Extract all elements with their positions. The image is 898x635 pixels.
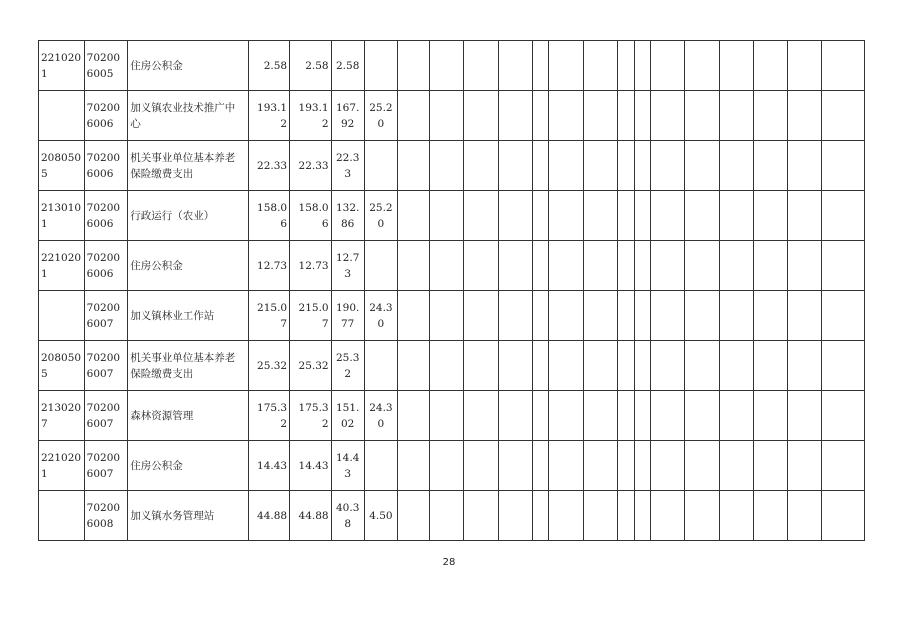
- empty-cell: [532, 341, 549, 391]
- empty-cell: [532, 191, 549, 241]
- empty-cell: [719, 491, 753, 541]
- total-amount-cell: 44.88: [248, 491, 290, 541]
- function-code-cell: 2080505: [39, 141, 85, 191]
- table-row: [39, 41, 865, 91]
- empty-cell: [464, 441, 498, 491]
- function-code-cell: 2210201: [39, 241, 85, 291]
- subtotal-amount-cell: 2.58: [290, 41, 332, 91]
- empty-cell: [685, 441, 719, 491]
- function-code-cell: 2130207: [39, 391, 85, 441]
- basic-expenditure-cell: 14.43: [331, 441, 364, 491]
- empty-cell: [430, 491, 464, 541]
- table-row: [39, 191, 865, 241]
- page-number: 28: [442, 557, 456, 568]
- empty-cell: [753, 341, 787, 391]
- empty-cell: [788, 191, 822, 241]
- table-row: [39, 241, 865, 291]
- empty-cell: [549, 91, 583, 141]
- empty-cell: [532, 91, 549, 141]
- unit-code-cell: 702006006: [84, 191, 128, 241]
- empty-cell: [753, 391, 787, 441]
- empty-cell: [617, 441, 634, 491]
- empty-cell: [464, 391, 498, 441]
- empty-cell: [822, 141, 865, 191]
- item-name-cell: 行政运行（农业）: [128, 191, 248, 241]
- unit-code-cell: 702006007: [84, 391, 128, 441]
- empty-cell: [651, 91, 685, 141]
- subtotal-amount-cell: 215.07: [290, 291, 332, 341]
- empty-cell: [583, 241, 617, 291]
- empty-cell: [398, 191, 430, 241]
- empty-cell: [532, 241, 549, 291]
- empty-cell: [398, 491, 430, 541]
- empty-cell: [532, 391, 549, 441]
- empty-cell: [788, 441, 822, 491]
- empty-cell: [719, 141, 753, 191]
- empty-cell: [549, 241, 583, 291]
- empty-cell: [464, 41, 498, 91]
- empty-cell: [753, 191, 787, 241]
- empty-cell: [583, 91, 617, 141]
- empty-cell: [398, 341, 430, 391]
- total-amount-cell: 215.07: [248, 291, 290, 341]
- basic-expenditure-cell: 190.77: [331, 291, 364, 341]
- empty-cell: [822, 291, 865, 341]
- total-amount-cell: 12.73: [248, 241, 290, 291]
- empty-cell: [634, 291, 651, 341]
- unit-code-cell: 702006006: [84, 141, 128, 191]
- empty-cell: [549, 141, 583, 191]
- empty-cell: [430, 291, 464, 341]
- subtotal-amount-cell: 193.12: [290, 91, 332, 141]
- empty-cell: [583, 491, 617, 541]
- unit-code-cell: 702006006: [84, 91, 128, 141]
- empty-cell: [430, 41, 464, 91]
- empty-cell: [617, 241, 634, 291]
- total-amount-cell: 193.12: [248, 91, 290, 141]
- empty-cell: [634, 441, 651, 491]
- empty-cell: [788, 241, 822, 291]
- empty-cell: [719, 441, 753, 491]
- empty-cell: [398, 41, 430, 91]
- empty-cell: [788, 341, 822, 391]
- empty-cell: [634, 241, 651, 291]
- function-code-cell: [39, 291, 85, 341]
- empty-cell: [651, 41, 685, 91]
- function-code-cell: 2130101: [39, 191, 85, 241]
- empty-cell: [549, 491, 583, 541]
- empty-cell: [634, 41, 651, 91]
- empty-cell: [549, 341, 583, 391]
- empty-cell: [498, 41, 532, 91]
- item-name-cell: 加义镇林业工作站: [128, 291, 248, 341]
- empty-cell: [498, 241, 532, 291]
- basic-expenditure-cell: 40.38: [331, 491, 364, 541]
- subtotal-amount-cell: 22.33: [290, 141, 332, 191]
- basic-expenditure-cell: 167.92: [331, 91, 364, 141]
- item-name-cell: 加义镇农业技术推广中心: [128, 91, 248, 141]
- empty-cell: [753, 491, 787, 541]
- empty-cell: [788, 291, 822, 341]
- unit-code-cell: 702006007: [84, 441, 128, 491]
- item-name-cell: 加义镇水务管理站: [128, 491, 248, 541]
- total-amount-cell: 22.33: [248, 141, 290, 191]
- empty-cell: [532, 291, 549, 341]
- empty-cell: [651, 191, 685, 241]
- empty-cell: [498, 141, 532, 191]
- empty-cell: [822, 241, 865, 291]
- empty-cell: [464, 341, 498, 391]
- empty-cell: [430, 91, 464, 141]
- project-expenditure-cell: [364, 441, 397, 491]
- empty-cell: [549, 391, 583, 441]
- empty-cell: [617, 91, 634, 141]
- empty-cell: [651, 291, 685, 341]
- empty-cell: [788, 91, 822, 141]
- empty-cell: [634, 141, 651, 191]
- empty-cell: [549, 291, 583, 341]
- unit-code-cell: 702006005: [84, 41, 128, 91]
- empty-cell: [498, 291, 532, 341]
- table-row: [39, 291, 865, 341]
- basic-expenditure-cell: 132.86: [331, 191, 364, 241]
- empty-cell: [719, 241, 753, 291]
- empty-cell: [753, 41, 787, 91]
- empty-cell: [822, 441, 865, 491]
- empty-cell: [398, 441, 430, 491]
- table-row: [39, 91, 865, 141]
- empty-cell: [617, 141, 634, 191]
- empty-cell: [822, 341, 865, 391]
- empty-cell: [753, 441, 787, 491]
- unit-code-cell: 702006007: [84, 291, 128, 341]
- total-amount-cell: 175.32: [248, 391, 290, 441]
- empty-cell: [398, 391, 430, 441]
- empty-cell: [430, 141, 464, 191]
- empty-cell: [634, 91, 651, 141]
- empty-cell: [498, 91, 532, 141]
- subtotal-amount-cell: 44.88: [290, 491, 332, 541]
- empty-cell: [651, 441, 685, 491]
- empty-cell: [719, 91, 753, 141]
- empty-cell: [685, 391, 719, 441]
- empty-cell: [583, 291, 617, 341]
- project-expenditure-cell: [364, 341, 397, 391]
- empty-cell: [464, 191, 498, 241]
- empty-cell: [464, 491, 498, 541]
- empty-cell: [464, 291, 498, 341]
- empty-cell: [822, 191, 865, 241]
- function-code-cell: 2210201: [39, 41, 85, 91]
- empty-cell: [498, 491, 532, 541]
- empty-cell: [617, 191, 634, 241]
- empty-cell: [617, 341, 634, 391]
- empty-cell: [685, 491, 719, 541]
- basic-expenditure-cell: 25.32: [331, 341, 364, 391]
- unit-code-cell: 702006007: [84, 341, 128, 391]
- item-name-cell: 森林资源管理: [128, 391, 248, 441]
- empty-cell: [398, 241, 430, 291]
- project-expenditure-cell: [364, 141, 397, 191]
- project-expenditure-cell: [364, 241, 397, 291]
- empty-cell: [398, 91, 430, 141]
- project-expenditure-cell: 25.20: [364, 191, 397, 241]
- empty-cell: [398, 291, 430, 341]
- budget-table: [38, 40, 865, 541]
- item-name-cell: 机关事业单位基本养老保险缴费支出: [128, 341, 248, 391]
- empty-cell: [464, 141, 498, 191]
- empty-cell: [651, 241, 685, 291]
- empty-cell: [583, 41, 617, 91]
- empty-cell: [685, 341, 719, 391]
- table-row: [39, 491, 865, 541]
- empty-cell: [549, 441, 583, 491]
- empty-cell: [549, 191, 583, 241]
- total-amount-cell: 158.06: [248, 191, 290, 241]
- empty-cell: [617, 291, 634, 341]
- basic-expenditure-cell: 2.58: [331, 41, 364, 91]
- project-expenditure-cell: 24.30: [364, 291, 397, 341]
- empty-cell: [430, 441, 464, 491]
- empty-cell: [634, 491, 651, 541]
- empty-cell: [719, 391, 753, 441]
- empty-cell: [617, 491, 634, 541]
- empty-cell: [822, 491, 865, 541]
- table-body: [39, 41, 865, 541]
- item-name-cell: 住房公积金: [128, 241, 248, 291]
- basic-expenditure-cell: 22.33: [331, 141, 364, 191]
- empty-cell: [753, 91, 787, 141]
- function-code-cell: [39, 491, 85, 541]
- table-row: [39, 141, 865, 191]
- empty-cell: [753, 291, 787, 341]
- empty-cell: [651, 141, 685, 191]
- empty-cell: [685, 141, 719, 191]
- empty-cell: [549, 41, 583, 91]
- subtotal-amount-cell: 25.32: [290, 341, 332, 391]
- empty-cell: [634, 391, 651, 441]
- empty-cell: [430, 341, 464, 391]
- item-name-cell: 住房公积金: [128, 441, 248, 491]
- empty-cell: [532, 441, 549, 491]
- project-expenditure-cell: [364, 41, 397, 91]
- unit-code-cell: 702006006: [84, 241, 128, 291]
- empty-cell: [719, 341, 753, 391]
- empty-cell: [430, 391, 464, 441]
- empty-cell: [719, 291, 753, 341]
- empty-cell: [498, 191, 532, 241]
- empty-cell: [788, 41, 822, 91]
- function-code-cell: 2210201: [39, 441, 85, 491]
- empty-cell: [430, 191, 464, 241]
- empty-cell: [532, 141, 549, 191]
- empty-cell: [398, 141, 430, 191]
- empty-cell: [583, 391, 617, 441]
- empty-cell: [583, 441, 617, 491]
- empty-cell: [822, 391, 865, 441]
- basic-expenditure-cell: 151.02: [331, 391, 364, 441]
- subtotal-amount-cell: 175.32: [290, 391, 332, 441]
- total-amount-cell: 2.58: [248, 41, 290, 91]
- empty-cell: [430, 241, 464, 291]
- empty-cell: [583, 191, 617, 241]
- empty-cell: [685, 191, 719, 241]
- total-amount-cell: 25.32: [248, 341, 290, 391]
- empty-cell: [753, 241, 787, 291]
- table-row: [39, 341, 865, 391]
- empty-cell: [634, 341, 651, 391]
- basic-expenditure-cell: 12.73: [331, 241, 364, 291]
- empty-cell: [685, 291, 719, 341]
- empty-cell: [532, 41, 549, 91]
- empty-cell: [788, 391, 822, 441]
- subtotal-amount-cell: 158.06: [290, 191, 332, 241]
- empty-cell: [753, 141, 787, 191]
- project-expenditure-cell: 4.50: [364, 491, 397, 541]
- empty-cell: [532, 491, 549, 541]
- empty-cell: [719, 191, 753, 241]
- empty-cell: [651, 491, 685, 541]
- empty-cell: [719, 41, 753, 91]
- empty-cell: [617, 391, 634, 441]
- table-row: [39, 441, 865, 491]
- empty-cell: [822, 91, 865, 141]
- item-name-cell: 机关事业单位基本养老保险缴费支出: [128, 141, 248, 191]
- empty-cell: [788, 491, 822, 541]
- unit-code-cell: 702006008: [84, 491, 128, 541]
- empty-cell: [685, 241, 719, 291]
- empty-cell: [617, 41, 634, 91]
- empty-cell: [788, 141, 822, 191]
- function-code-cell: [39, 91, 85, 141]
- empty-cell: [685, 41, 719, 91]
- table-row: [39, 391, 865, 441]
- empty-cell: [464, 91, 498, 141]
- subtotal-amount-cell: 14.43: [290, 441, 332, 491]
- subtotal-amount-cell: 12.73: [290, 241, 332, 291]
- empty-cell: [498, 391, 532, 441]
- empty-cell: [583, 341, 617, 391]
- empty-cell: [498, 341, 532, 391]
- empty-cell: [498, 441, 532, 491]
- empty-cell: [822, 41, 865, 91]
- item-name-cell: 住房公积金: [128, 41, 248, 91]
- function-code-cell: 2080505: [39, 341, 85, 391]
- empty-cell: [464, 241, 498, 291]
- project-expenditure-cell: 24.30: [364, 391, 397, 441]
- empty-cell: [651, 341, 685, 391]
- empty-cell: [651, 391, 685, 441]
- empty-cell: [634, 191, 651, 241]
- empty-cell: [583, 141, 617, 191]
- empty-cell: [685, 91, 719, 141]
- project-expenditure-cell: 25.20: [364, 91, 397, 141]
- total-amount-cell: 14.43: [248, 441, 290, 491]
